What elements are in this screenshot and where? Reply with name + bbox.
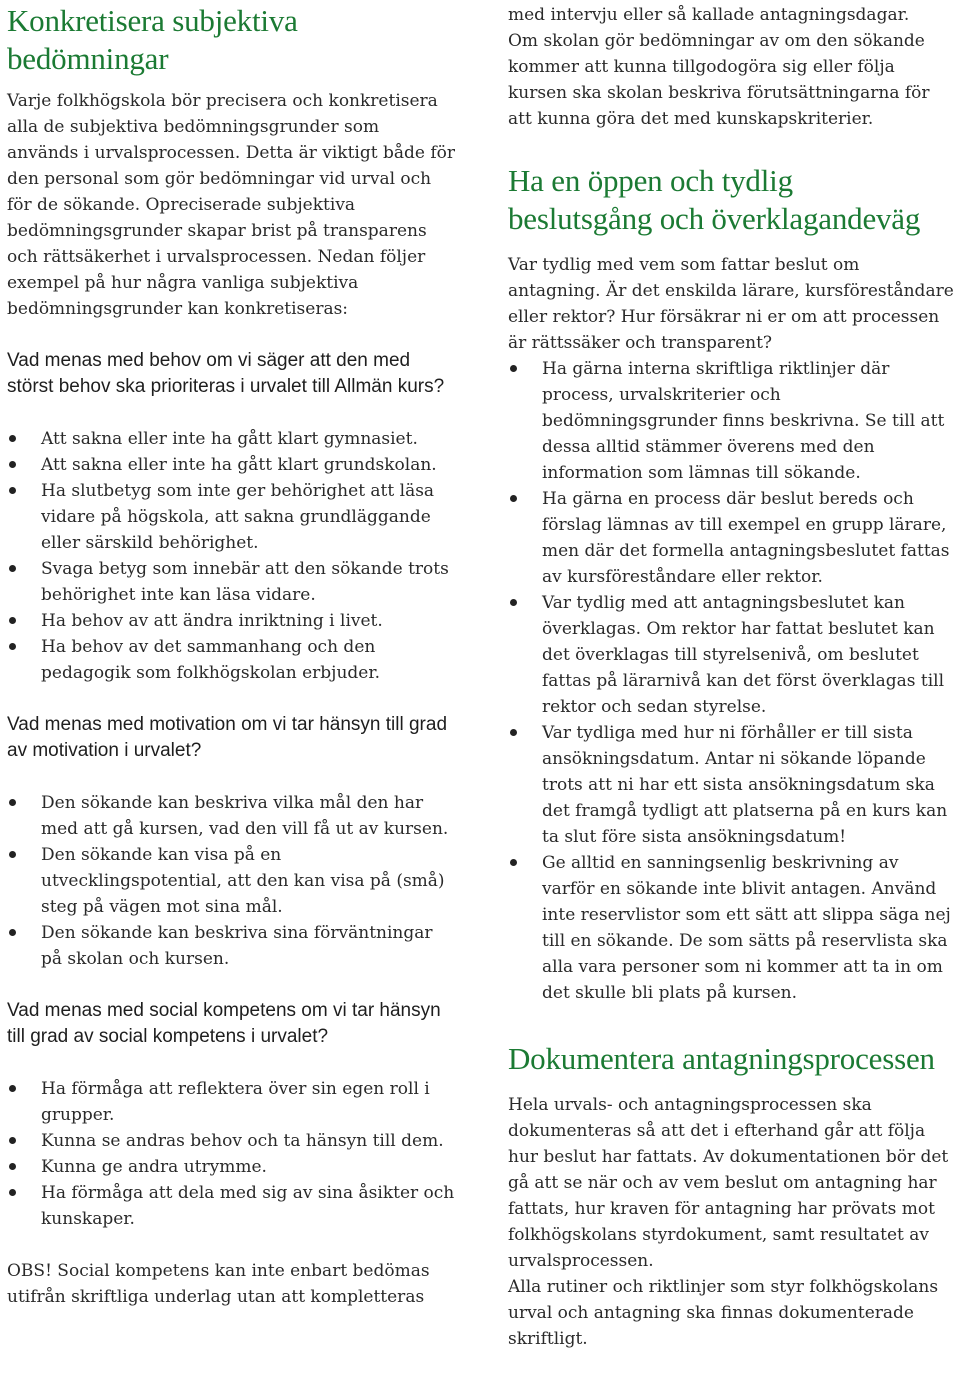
list-item: Kunna se andras behov och ta hänsyn till dem. [7, 1128, 455, 1154]
list-item: Att sakna eller inte ha gått klart grundskolan. [7, 452, 455, 478]
list-item: Att sakna eller inte ha gått klart gymnasiet. [7, 426, 455, 452]
list-item: Kunna ge andra utrymme. [7, 1154, 455, 1180]
list-item: Ha behov av det sammanhang och den pedagogik som folkhögskolan erbjuder. [7, 634, 455, 686]
kunskapskriterier-paragraph: Om skolan gör bedömningar av om den sökande kommer att kunna tillgodogöra sig eller följa kursen ska skolan beskriva förutsättningarna för att kunna göra det med kunskapskriterier. [508, 31, 930, 129]
right-column [508, 0, 954, 1352]
list-item: Var tydliga med hur ni förhåller er till sista ansökningsdatum. Antar ni sökande löpande trots att ni har ett sista ansökningsdatum ska det framgå tydligt att platserna på en kurs kan ta slut före sista ansökningsdatum! [508, 720, 954, 850]
list-item: Ha slutbetyg som inte ger behörighet att läsa vidare på högskola, att sakna grundläggande eller särskild behörighet. [7, 478, 455, 556]
list-behov [7, 426, 455, 686]
section-title-dokumentera: Dokumentera antagningsprocessen [508, 1041, 935, 1076]
list-item: Ha förmåga att reflektera över sin egen roll i grupper. [7, 1076, 455, 1128]
question-motivation: Vad menas med motivation om vi tar hänsyn till grad av motivation i urvalet? [7, 714, 448, 761]
list-item: Svaga betyg som innebär att den sökande trots behörighet inte kan läsa vidare. [7, 556, 455, 608]
left-column [7, 0, 455, 1310]
list-item: Den sökande kan beskriva sina förväntningar på skolan och kursen. [7, 920, 455, 972]
list-motivation [7, 790, 455, 972]
question-behov: Vad menas med behov om vi säger att den med störst behov ska prioriteras i urvalet till Allmän kurs? [7, 350, 445, 397]
list-item: Ge alltid en sanningsenlig beskrivning av varför en sökande inte blivit antagen. Använd inte reservlistor som ett sätt att slippa säga nej till en sökande. De som sätts på reservlista ska alla vara personer som ni kommer att ta in om det skulle bli plats på kursen. [508, 850, 954, 1006]
list-social-kompetens [7, 1076, 455, 1232]
beslut-paragraph: Var tydlig med vem som fattar beslut om antagning. Är det enskilda lärare, kursföreståndare eller rektor? Hur försäkrar ni er om att processen är rättssäker och transparent? [508, 255, 954, 353]
list-item: Ha gärna interna skriftliga riktlinjer där process, urvalskriterier och bedömningsgrunder finns beskrivna. Se till att dessa alltid stämmer överens med den information som lämnas till sökande. [508, 356, 954, 486]
list-item: Var tydlig med att antagningsbeslutet kan överklagas. Om rektor har fattat beslutet kan det överklagas till styrelsenivå, om beslutet fattas på lärarnivå kan det först överklagas till rektor och sedan styrelse. [508, 590, 954, 720]
dokumentera-paragraph: Hela urvals- och antagningsprocessen ska dokumenteras så att det i efterhand går att följa hur beslut har fattats. Av dokumentationen bör det gå att se när och av vem beslut om antagning har fattats, hur kraven för antagning har prövats mot folkhögskolans styrdokument, samt resultatet av urvalsprocessen. [508, 1095, 949, 1271]
list-item: Ha förmåga att dela med sig av sina åsikter och kunskaper. [7, 1180, 455, 1232]
list-item: Ha behov av att ändra inriktning i livet. [7, 608, 455, 634]
question-social-kompetens: Vad menas med social kompetens om vi tar hänsyn till grad av social kompetens i urvalet? [7, 1000, 441, 1047]
list-item: Den sökande kan visa på en utvecklingspotential, att den kan visa på (små) steg på vägen mot sina mål. [7, 842, 455, 920]
continuation-line: med intervju eller så kallade antagningsdagar. [508, 5, 910, 25]
section-title-konkretisera: Konkretisera subjektiva bedömningar [7, 3, 298, 76]
rutiner-paragraph: Alla rutiner och riktlinjer som styr folkhögskolans urval och antagning ska finnas dokumenterade skriftligt. [508, 1277, 939, 1349]
list-beslutsgang [508, 356, 954, 1006]
section-title-beslutsgang: Ha en öppen och tydlig beslutsgång och överklagandeväg [508, 163, 921, 236]
list-item: Den sökande kan beskriva vilka mål den har med att gå kursen, vad den vill få ut av kursen. [7, 790, 455, 842]
obs-note: OBS! Social kompetens kan inte enbart bedömas utifrån skriftliga underlag utan att kompletteras [7, 1261, 430, 1307]
intro-paragraph: Varje folkhögskola bör precisera och konkretisera alla de subjektiva bedömningsgrunder som används i urvalsprocessen. Detta är viktigt både för den personal som gör bedömningar vid urval och för de sökande. Opreciserade subjektiva bedömningsgrunder skapar brist på transparens och rättsäkerhet i urvalsprocessen. Nedan följer exempel på hur några vanliga subjektiva bedömningsgrunder kan konkretiseras: [7, 91, 455, 319]
list-item: Ha gärna en process där beslut bereds och förslag lämnas av till exempel en grupp lärare, men där det formella antagningsbeslutet fattas av kursföreståndare eller rektor. [508, 486, 954, 590]
